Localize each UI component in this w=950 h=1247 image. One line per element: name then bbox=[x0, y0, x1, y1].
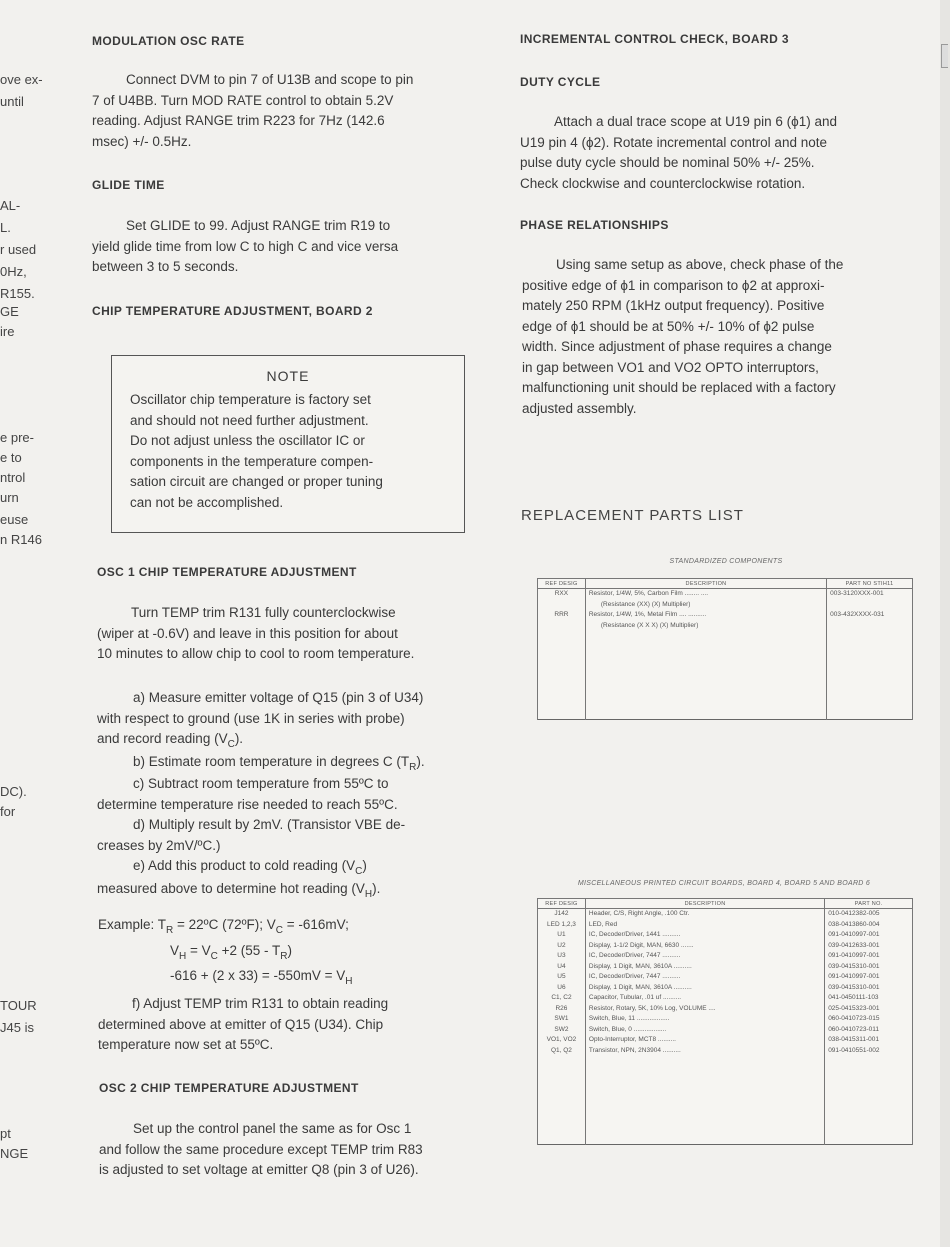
step-b: ). bbox=[416, 753, 425, 769]
osc1-line: Turn TEMP trim R131 fully counterclockwise bbox=[131, 605, 396, 620]
margin-fragment: until bbox=[0, 94, 24, 109]
col-header: REF DESIG bbox=[538, 899, 586, 909]
ref-desig: RRR bbox=[538, 610, 586, 631]
ref-desig: Q1, Q2 bbox=[538, 1046, 586, 1057]
misc-pcb-table bbox=[537, 898, 913, 1145]
table-filler bbox=[538, 631, 913, 720]
table-row bbox=[538, 951, 913, 962]
phase-line: width. Since adjustment of phase requires a change bbox=[522, 339, 832, 354]
phase-line: Using same setup as above, check phase of the bbox=[556, 257, 844, 272]
table-row bbox=[538, 920, 913, 931]
margin-fragment: 0Hz, bbox=[0, 264, 27, 279]
table-row bbox=[538, 941, 913, 952]
subscript: C bbox=[227, 739, 235, 750]
part-number: 091-0410997-001 bbox=[825, 930, 913, 941]
table-row bbox=[538, 972, 913, 983]
col-header: PART NO STIH11 bbox=[827, 579, 913, 589]
part-number: 091-0410997-001 bbox=[825, 951, 913, 962]
description: Display, 1 Digit, MAN, 3610A .......... bbox=[585, 962, 824, 973]
subscript: C bbox=[275, 925, 284, 936]
description: IC, Decoder/Driver, 7447 .......... bbox=[585, 972, 824, 983]
step-f-paragraph bbox=[98, 994, 498, 1056]
part-number: 038-0415311-001 bbox=[825, 1035, 913, 1046]
example-text: -616 + (2 x 33) = -550mV = V bbox=[170, 968, 346, 983]
step-e: measured above to determine hot reading (V bbox=[97, 880, 365, 896]
step-d: d) Multiply result by 2mV. (Transistor VBE de- bbox=[133, 817, 406, 832]
phase-line: edge of ϕ1 should be at 50% +/- 10% of ϕ2 pulse bbox=[522, 318, 815, 334]
duty-line: Attach a dual trace scope at U19 pin 6 (ϕ1) and bbox=[554, 114, 837, 129]
osc1-steps bbox=[97, 688, 497, 901]
step-e: e) Add this product to cold reading (V bbox=[133, 858, 356, 873]
step-c: determine temperature rise needed to reach 55ºC. bbox=[97, 796, 398, 812]
description bbox=[585, 610, 826, 631]
duty-cycle-paragraph bbox=[520, 112, 930, 194]
part-number: 025-0415323-001 bbox=[825, 1004, 913, 1015]
part-number: 003-432XXXX-031 bbox=[827, 610, 913, 631]
duty-line: U19 pin 4 (ϕ2). Rotate incremental control and note bbox=[520, 134, 827, 150]
subscript: R bbox=[409, 761, 417, 773]
osc2-paragraph bbox=[99, 1119, 499, 1181]
description: IC, Decoder/Driver, 1441 .......... bbox=[585, 930, 824, 941]
ref-desig: R26 bbox=[538, 1004, 586, 1015]
phase-line: adjusted assembly. bbox=[522, 400, 637, 416]
table-row bbox=[538, 610, 913, 631]
col-header: PART NO. bbox=[825, 899, 913, 909]
note-line: components in the temperature compen- bbox=[130, 453, 374, 469]
example-block bbox=[98, 915, 498, 989]
note-line: and should not need further adjustment. bbox=[130, 412, 369, 428]
table-row bbox=[538, 1025, 913, 1036]
incremental-control-heading: INCREMENTAL CONTROL CHECK, BOARD 3 bbox=[520, 32, 789, 46]
step-a: and record reading (V bbox=[97, 731, 228, 746]
description: Switch, Blue, 0 .................. bbox=[585, 1025, 824, 1036]
table-row bbox=[538, 983, 913, 994]
example-text: ) bbox=[287, 942, 293, 958]
page-edge bbox=[940, 0, 950, 1247]
margin-fragment: TOUR bbox=[0, 998, 37, 1013]
part-number: 060-0410723-011 bbox=[825, 1025, 913, 1036]
subscript: H bbox=[179, 950, 187, 962]
margin-fragment: e pre- bbox=[0, 430, 34, 445]
note-text bbox=[112, 384, 464, 513]
ref-desig: U2 bbox=[538, 941, 586, 952]
osc1-line: (wiper at -0.6V) and leave in this position for about bbox=[97, 625, 398, 641]
step-a: a) Measure emitter voltage of Q15 (pin 3 of U34) bbox=[133, 690, 424, 705]
part-number: 039-0415310-001 bbox=[825, 962, 913, 973]
osc1-heading: OSC 1 CHIP TEMPERATURE ADJUSTMENT bbox=[97, 565, 357, 579]
description-line: Resistor, 1/4W, 5%, Carbon Film ........ .... bbox=[588, 590, 709, 597]
duty-line: Check clockwise and counterclockwise rotation. bbox=[520, 175, 806, 191]
step-e: ). bbox=[372, 880, 381, 896]
phase-paragraph bbox=[522, 255, 932, 419]
table-row bbox=[538, 1046, 913, 1057]
description-line: (Resistance (X X X) (X) Multiplier) bbox=[600, 621, 699, 629]
mod-line: Connect DVM to pin 7 of U13B and scope to pin bbox=[126, 72, 414, 87]
ref-desig: VO1, VO2 bbox=[538, 1035, 586, 1046]
margin-fragment: e to bbox=[0, 450, 22, 465]
part-number: 060-0410723-015 bbox=[825, 1014, 913, 1025]
margin-fragment: GE bbox=[0, 304, 19, 319]
margin-fragment: ntrol bbox=[0, 470, 26, 485]
table-row bbox=[538, 589, 913, 611]
replacement-parts-title: REPLACEMENT PARTS LIST bbox=[521, 507, 744, 524]
phase-line: mately 250 RPM (1kHz output frequency). Positive bbox=[522, 298, 825, 313]
step-c: c) Subtract room temperature from 55ºC to bbox=[133, 776, 389, 791]
part-number: 003-3120XXX-001 bbox=[827, 589, 913, 611]
glide-paragraph bbox=[92, 216, 492, 278]
margin-fragment: L. bbox=[0, 220, 11, 235]
margin-fragment: r used bbox=[0, 242, 37, 257]
description-line: (Resistance (XX) (X) Multiplier) bbox=[600, 600, 691, 608]
margin-fragment: R155. bbox=[0, 286, 35, 301]
table-row bbox=[538, 1004, 913, 1015]
standardized-components-table bbox=[537, 578, 913, 720]
step-d: creases by 2mV/ºC.) bbox=[97, 837, 221, 853]
table-row bbox=[538, 930, 913, 941]
note-line: Oscillator chip temperature is factory set bbox=[130, 392, 371, 407]
subscript: H bbox=[345, 976, 353, 987]
ref-desig: LED 1,2,3 bbox=[538, 920, 586, 931]
col-header: DESCRIPTION bbox=[585, 899, 824, 909]
glide-line: Set GLIDE to 99. Adjust RANGE trim R19 to bbox=[126, 218, 391, 233]
description: Switch, Blue, 11 .................. bbox=[585, 1014, 824, 1025]
note-title: NOTE bbox=[266, 368, 310, 384]
phase-line: positive edge of ϕ1 in comparison to ϕ2 at approxi- bbox=[522, 277, 825, 293]
subscript: R bbox=[166, 925, 174, 936]
ref-desig: U5 bbox=[538, 972, 586, 983]
example-text: V bbox=[170, 942, 180, 958]
subscript: H bbox=[364, 888, 373, 900]
subscript: C bbox=[210, 950, 218, 962]
modulation-osc-rate-heading: MODULATION OSC RATE bbox=[92, 34, 245, 48]
note-line: can not be accomplished. bbox=[130, 494, 284, 510]
osc2-line: Set up the control panel the same as for Osc 1 bbox=[133, 1121, 412, 1136]
note-line: Do not adjust unless the oscillator IC or bbox=[130, 433, 365, 448]
step-b: b) Estimate room temperature in degrees C (T bbox=[133, 753, 410, 769]
table-filler bbox=[538, 1056, 913, 1145]
margin-fragment: ove ex- bbox=[0, 72, 43, 87]
glide-time-heading: GLIDE TIME bbox=[92, 178, 165, 192]
margin-fragment: NGE bbox=[0, 1146, 29, 1161]
description: Transistor, NPN, 2N3904 .......... bbox=[585, 1046, 824, 1057]
table-row bbox=[538, 1035, 913, 1046]
margin-fragment: ire bbox=[0, 324, 15, 339]
table1-caption: STANDARDIZED COMPONENTS bbox=[669, 558, 783, 565]
description: Display, 1-1/2 Digit, MAN, 6630 ....... bbox=[585, 941, 824, 952]
table-row bbox=[538, 993, 913, 1004]
subscript: C bbox=[355, 866, 363, 877]
description: Opto-Interruptor, MCT8 .......... bbox=[585, 1035, 824, 1046]
example-text: Example: T bbox=[98, 917, 167, 932]
part-number: 039-0412633-001 bbox=[825, 941, 913, 952]
osc1-line: 10 minutes to allow chip to cool to room temperature. bbox=[97, 646, 415, 661]
table-row bbox=[538, 1014, 913, 1025]
description: Capacitor, Tubular, .01 uf .......... bbox=[585, 993, 824, 1004]
part-number: 091-0410551-002 bbox=[825, 1046, 913, 1057]
example-text: = V bbox=[186, 942, 211, 958]
part-number: 091-0410997-001 bbox=[825, 972, 913, 983]
step-e: ) bbox=[362, 858, 367, 873]
example-text: = 22ºC (72ºF); V bbox=[173, 917, 276, 932]
description bbox=[585, 589, 826, 611]
binder-tab bbox=[941, 44, 948, 68]
ref-desig: C1, C2 bbox=[538, 993, 586, 1004]
part-number: 010-0412382-005 bbox=[825, 909, 913, 920]
description-line: Resistor, 1/4W, 1%, Metal Film .... .......... bbox=[588, 611, 707, 618]
duty-line: pulse duty cycle should be nominal 50% +/- 25%. bbox=[520, 155, 815, 170]
osc1-paragraph bbox=[97, 603, 497, 665]
margin-fragment: urn bbox=[0, 490, 19, 505]
step-f: determined above at emitter of Q15 (U34). Chip bbox=[98, 1016, 384, 1032]
description: IC, Decoder/Driver, 7447 .......... bbox=[585, 951, 824, 962]
phase-line: in gap between VO1 and VO2 OPTO interruptors, bbox=[522, 359, 819, 375]
example-text: = -616mV; bbox=[283, 917, 349, 932]
margin-fragment: for bbox=[0, 804, 16, 819]
margin-fragment: n R146 bbox=[0, 532, 42, 547]
step-f: f) Adjust TEMP trim R131 to obtain reading bbox=[132, 996, 389, 1011]
table-row bbox=[538, 909, 913, 920]
margin-fragment: DC). bbox=[0, 784, 27, 799]
table2-caption: MISCELLANEOUS PRINTED CIRCUIT BOARDS, BOARD 4, BOARD 5 AND BOARD 6 bbox=[577, 880, 871, 887]
glide-line: yield glide time from low C to high C and vice versa bbox=[92, 238, 399, 254]
glide-line: between 3 to 5 seconds. bbox=[92, 259, 239, 274]
part-number: 039-0415310-001 bbox=[825, 983, 913, 994]
ref-desig: J142 bbox=[538, 909, 586, 920]
modulation-paragraph bbox=[92, 70, 492, 152]
step-a: ). bbox=[234, 731, 244, 746]
description: Resistor, Rotary, 5K, 10% Log, VOLUME .... bbox=[585, 1004, 824, 1015]
subscript: R bbox=[280, 950, 288, 962]
description: LED, Red bbox=[585, 920, 824, 931]
ref-desig: U1 bbox=[538, 930, 586, 941]
phase-line: malfunctioning unit should be replaced with a factory bbox=[522, 380, 836, 395]
margin-fragment: AL- bbox=[0, 198, 21, 213]
mod-line: msec) +/- 0.5Hz. bbox=[92, 133, 192, 149]
phase-relationships-heading: PHASE RELATIONSHIPS bbox=[520, 218, 669, 232]
mod-line: reading. Adjust RANGE trim R223 for 7Hz (142.6 bbox=[92, 113, 385, 128]
chip-temperature-heading: CHIP TEMPERATURE ADJUSTMENT, BOARD 2 bbox=[92, 304, 373, 318]
osc2-line: and follow the same procedure except TEMP trim R83 bbox=[99, 1141, 423, 1157]
ref-desig: U4 bbox=[538, 962, 586, 973]
ref-desig: SW2 bbox=[538, 1025, 586, 1036]
step-a: with respect to ground (use 1K in series with probe) bbox=[97, 710, 405, 726]
duty-cycle-heading: DUTY CYCLE bbox=[520, 75, 601, 89]
part-number: 038-0413860-004 bbox=[825, 920, 913, 931]
ref-desig: SW1 bbox=[538, 1014, 586, 1025]
description: Display, 1 Digit, MAN, 3610A .......... bbox=[585, 983, 824, 994]
col-header: DESCRIPTION bbox=[585, 579, 826, 589]
osc2-line: is adjusted to set voltage at emitter Q8 (pin 3 of U26). bbox=[99, 1162, 419, 1177]
col-header: REF DESIG bbox=[538, 579, 586, 589]
margin-fragment: euse bbox=[0, 512, 29, 527]
note-box bbox=[111, 355, 465, 533]
margin-fragment: pt bbox=[0, 1126, 11, 1141]
example-text: +2 (55 - T bbox=[217, 942, 281, 958]
osc2-heading: OSC 2 CHIP TEMPERATURE ADJUSTMENT bbox=[99, 1081, 359, 1095]
mod-line: 7 of U4BB. Turn MOD RATE control to obtain 5.2V bbox=[92, 92, 394, 108]
ref-desig: U3 bbox=[538, 951, 586, 962]
table-row bbox=[538, 962, 913, 973]
part-number: 041-0450111-103 bbox=[825, 993, 913, 1004]
ref-desig: RXX bbox=[538, 589, 586, 611]
step-f: temperature now set at 55ºC. bbox=[98, 1037, 274, 1052]
note-line: sation circuit are changed or proper tuning bbox=[130, 474, 383, 489]
margin-fragment: J45 is bbox=[0, 1020, 34, 1035]
description: Header, C/S, Right Angle, .100 Ctr. bbox=[585, 909, 824, 920]
ref-desig: U6 bbox=[538, 983, 586, 994]
